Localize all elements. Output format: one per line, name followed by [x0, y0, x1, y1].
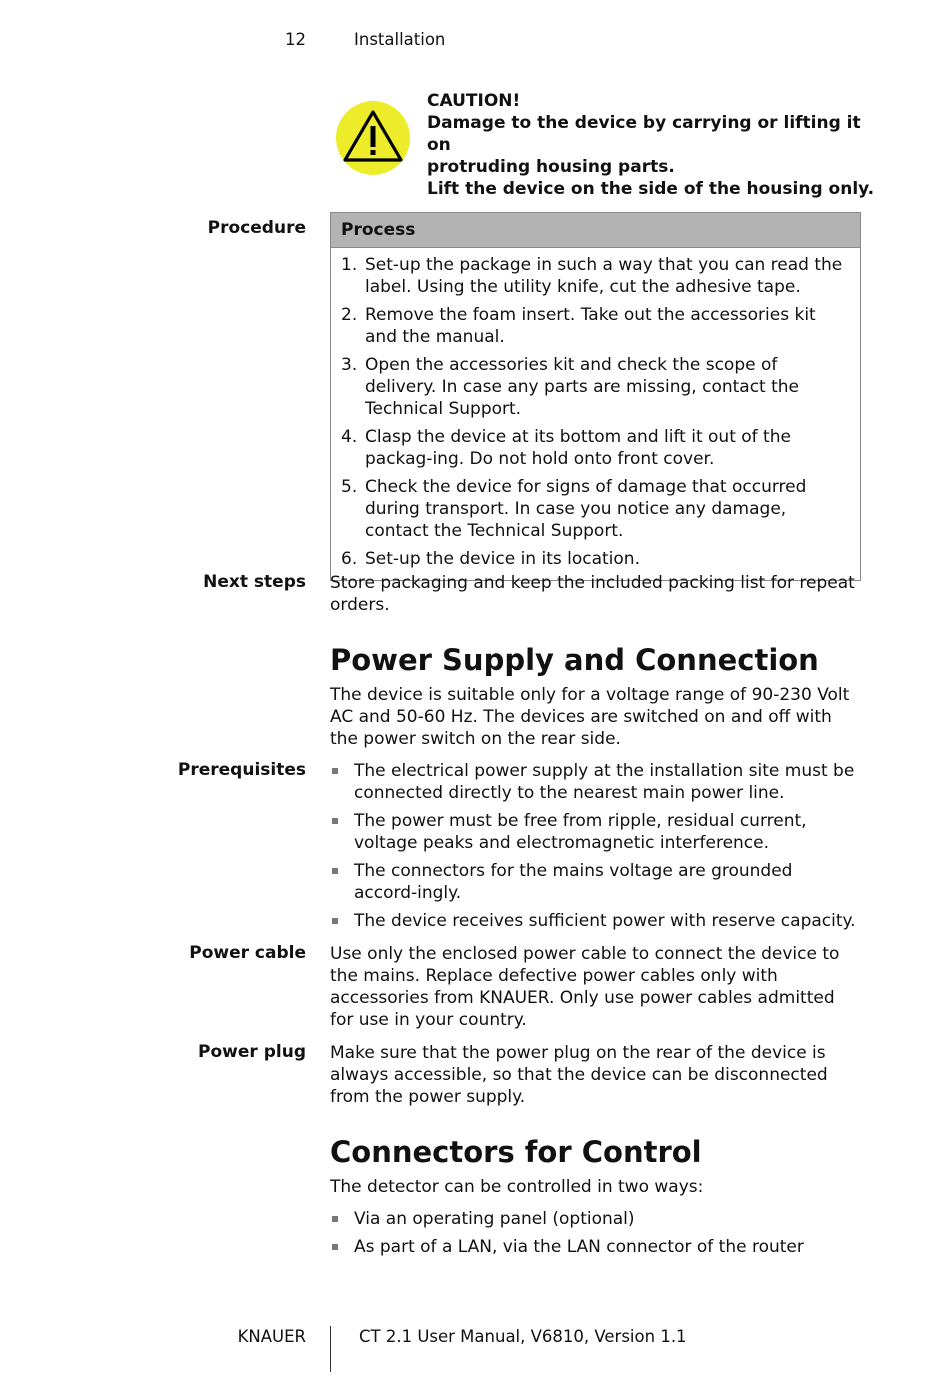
step-number: 1. [341, 255, 358, 275]
list-item-text: The connectors for the mains voltage are grounded accord-ingly. [354, 861, 793, 903]
footer-divider [330, 1326, 331, 1372]
power-supply-intro: The device is suitable only for a voltage range of 90-230 Volt AC and 50-60 Hz. The devices are switched on and off with the power switch on the rear side. [330, 685, 850, 749]
step-number: 6. [341, 549, 358, 569]
connectors-list [330, 1208, 860, 1264]
bullet-square-icon [330, 810, 354, 854]
list-item-text: The electrical power supply at the installation site must be connected directly to the nearest main power line. [354, 761, 855, 803]
bullet-square-icon [330, 1236, 354, 1258]
process-step [341, 426, 852, 470]
power-supply-heading: Power Supply and Connection [330, 643, 819, 677]
bullet-square-icon [330, 910, 354, 932]
process-table-header: Process [331, 213, 860, 248]
process-step [341, 476, 852, 542]
connectors-intro: The detector can be controlled in two ways: [330, 1177, 704, 1197]
footer-document-title: CT 2.1 User Manual, V6810, Version 1.1 [359, 1327, 687, 1346]
process-steps [331, 248, 860, 580]
connectors-heading: Connectors for Control [330, 1135, 702, 1169]
side-label-power-cable: Power cable [189, 943, 306, 963]
step-number: 2. [341, 305, 358, 325]
caution-line: Damage to the device by carrying or lifting it on [427, 113, 861, 155]
side-label-next-steps: Next steps [203, 572, 306, 592]
step-number: 3. [341, 355, 358, 375]
step-text: Check the device for signs of damage that occurred during transport. In case you notice any damage, contact the Technical Support. [365, 477, 807, 541]
list-item-text: As part of a LAN, via the LAN connector of the router [354, 1237, 804, 1257]
process-step [341, 254, 852, 298]
list-item [330, 1236, 860, 1258]
step-text: Set-up the device in its location. [365, 549, 640, 569]
side-label-prerequisites: Prerequisites [177, 760, 306, 780]
step-text: Clasp the device at its bottom and lift it out of the packag-ing. Do not hold onto front cover. [365, 427, 791, 469]
list-item [330, 910, 860, 932]
step-text: Remove the foam insert. Take out the accessories kit and the manual. [365, 305, 816, 347]
footer-brand: KNAUER [237, 1327, 306, 1346]
step-text: Open the accessories kit and check the scope of delivery. In case any parts are missing, contact the Technical Support. [365, 355, 800, 419]
bullet-square-icon [330, 1208, 354, 1230]
chapter-title: Installation [354, 30, 446, 49]
warning-triangle-icon [335, 100, 411, 176]
list-item [330, 1208, 860, 1230]
bullet-square-icon [330, 760, 354, 804]
list-item [330, 860, 860, 904]
caution-line: Lift the device on the side of the housing only. [427, 179, 875, 199]
list-item-text: The power must be free from ripple, residual current, voltage peaks and electromagnetic interference. [354, 811, 807, 853]
bullet-square-icon [330, 860, 354, 904]
caution-line: protruding housing parts. [427, 157, 675, 177]
process-table [330, 212, 861, 581]
list-item-text: Via an operating panel (optional) [354, 1209, 635, 1229]
step-text: Set-up the package in such a way that you can read the label. Using the utility knife, cut the adhesive tape. [365, 255, 843, 297]
side-label-procedure: Procedure [207, 218, 306, 238]
side-label-power-plug: Power plug [198, 1042, 306, 1062]
process-step [341, 304, 852, 348]
caution-title: CAUTION! [427, 91, 521, 111]
power-plug-text: Make sure that the power plug on the rear of the device is always accessible, so that the device can be disconnected from the power supply. [330, 1043, 828, 1107]
step-number: 4. [341, 427, 358, 447]
next-steps-text: Store packaging and keep the included packing list for repeat orders. [330, 573, 855, 615]
page-number: 12 [285, 30, 306, 49]
list-item [330, 760, 860, 804]
list-item [330, 810, 860, 854]
process-step [341, 354, 852, 420]
prerequisites-list [330, 760, 860, 938]
process-step [341, 548, 852, 570]
list-item-text: The device receives sufficient power with reserve capacity. [354, 911, 856, 931]
step-number: 5. [341, 477, 358, 497]
power-cable-text: Use only the enclosed power cable to connect the device to the mains. Replace defective power cables only with accessories from KNAUER. Only use power cables admitted for use in your country. [330, 944, 840, 1030]
caution-notice [427, 90, 887, 200]
